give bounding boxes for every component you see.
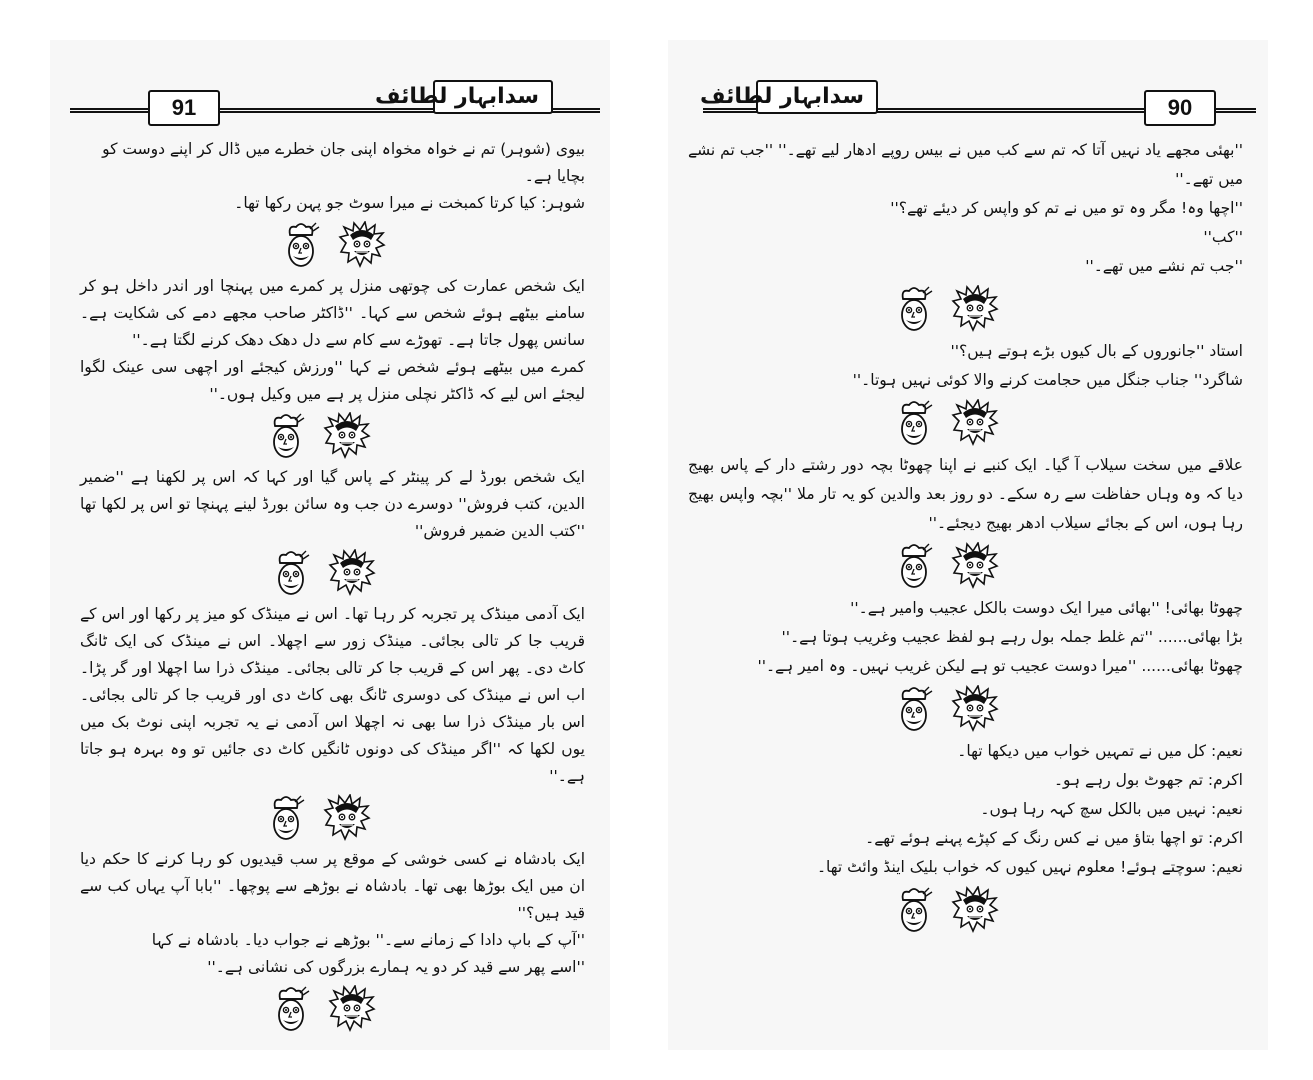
joke-separator: [688, 281, 1243, 337]
text-paragraph: چھوٹا بھائی! ''بھائی میرا ایک دوست بالکل عجیب وامیر ہے۔'': [850, 599, 1243, 617]
cartoon-faces-icon: [265, 794, 375, 844]
text-paragraph: ایک آدمی مینڈک پر تجربہ کر رہا تھا۔ اس نے مینڈک کو میز پر رکھا اور اس کے قریب جا کر تالی بجائی۔ مینڈک زور سے اچھلا۔ اس نے مینڈک کی ایک ٹانگ کاٹ دی۔ پھر اس کے قریب جا کر تالی بجائی۔ مینڈک ذرا سا اچھلا اور گر پڑا۔ اب اس نے مینڈک کی دوسری ٹانگ بھی کاٹ دی اور قریب جا کر تالی بجائی۔ اس بار مینڈک ذرا سا بھی نہ اچھلا اس آدمی نے یہ تجربہ اپنی نوٹ بک میں یوں لکھا کہ ''اگر مینڈک کی دونوں ٹانگیں کاٹ دی جائیں تو وہ بہرہ ہو جاتا ہے۔'': [80, 605, 585, 785]
text-paragraph: نعیم: کل میں نے تمہیں خواب میں دیکھا تھا۔: [957, 742, 1243, 760]
running-title: سدابہار لطائف: [433, 80, 553, 114]
text-paragraph: ''اچھا وہ! مگر وہ تو میں نے تم کو واپس کر دیئے تھے؟'': [890, 199, 1243, 217]
joke-separator: [80, 545, 585, 601]
text-paragraph: اکرم: تم جھوٹ بول رہے ہو۔: [1053, 771, 1243, 789]
text-paragraph: علاقے میں سخت سیلاب آ گیا۔ ایک کنبے نے اپنا چھوٹا بچہ دور رشتے دار کے پاس بھیج دیا کہ وہ وہاں حفاظت سے رہ سکے۔ دو روز بعد والدین کو یہ تار ملا ''بچہ واپس بھیج رہا ہوں، اس کے بجائے سیلاب ادھر بھیج دیجئے۔'': [688, 456, 1243, 532]
text-paragraph: ایک شخص عمارت کی چوتھی منزل پر کمرے میں پہنچا اور اندر داخل ہو کر سامنے بیٹھے ہوئے شخص سے کہا۔ ''ڈاکٹر صاحب مجھے دمے کی شکایت ہے۔ سانس پھول جاتا ہے۔ تھوڑے سے کام سے دل دھک دھک کرنے لگتا ہے۔'': [80, 277, 585, 349]
book-spine: [610, 40, 668, 1050]
cartoon-faces-icon: [893, 399, 1003, 449]
chef-face-icon: [893, 685, 935, 735]
chef-face-icon: [265, 412, 307, 462]
cartoon-faces-icon: [265, 412, 375, 462]
header-rule: [70, 108, 150, 113]
text-paragraph: بیوی (شوہر) تم نے خواہ مخواہ اپنی جان خطرے میں ڈال کر اپنے دوست کو بچایا ہے۔: [102, 140, 585, 185]
chef-face-icon: [280, 221, 322, 271]
spiky-face-icon: [323, 794, 371, 844]
text-paragraph: ''جب تم نشے میں تھے۔'': [1085, 257, 1243, 275]
joke-separator: [688, 395, 1243, 451]
spiky-face-icon: [338, 221, 386, 271]
chef-face-icon: [893, 285, 935, 335]
page-body: [688, 136, 1243, 938]
text-paragraph: اکرم: تو اچھا بتاؤ میں نے کس رنگ کے کپڑے پہنے ہوئے تھے۔: [865, 829, 1243, 847]
text-paragraph: ''کب'': [1203, 228, 1243, 246]
text-paragraph: ایک شخص بورڈ لے کر پینٹر کے پاس گیا اور کہا کہ اس پر لکھنا ہے ''ضمیر الدین، کتب فروش'' دوسرے دن جب وہ سائن بورڈ لینے پہنچا تو اس پر لکھا تھا ''کتب الدین ضمیر فروش'': [80, 468, 585, 540]
cartoon-faces-icon: [893, 685, 1003, 735]
page-header: [50, 68, 610, 126]
cartoon-faces-icon: [280, 221, 390, 271]
text-paragraph: ''آپ کے باپ دادا کے زمانے سے۔'' بوڑھے نے جواب دیا۔ بادشاہ نے کہا: [151, 931, 585, 949]
joke-separator: [80, 790, 585, 846]
page-header: [668, 68, 1268, 126]
chef-face-icon: [270, 549, 312, 599]
joke-separator: [688, 538, 1243, 594]
text-paragraph: ایک بادشاہ نے کسی خوشی کے موقع پر سب قیدیوں کو رہا کرنے کا حکم دیا ان میں ایک بوڑھا بھی تھا۔ بادشاہ نے بوڑھے سے پوچھا۔ ''بابا آپ یہاں کب سے قید ہیں؟'': [80, 850, 585, 922]
cartoon-faces-icon: [893, 285, 1003, 335]
chef-face-icon: [265, 794, 307, 844]
page-number: 90: [1144, 90, 1216, 126]
text-paragraph: شوہر: کیا کرتا کمبخت نے میرا سوٹ جو پہن رکھا تھا۔: [234, 194, 585, 212]
text-paragraph: بڑا بھائی...... ''تم غلط جملہ بول رہے ہو لفظ عجیب وغریب ہوتا ہے۔'': [781, 628, 1243, 646]
spiky-face-icon: [328, 985, 376, 1035]
running-title: سدابہار لطائف: [756, 80, 878, 114]
page-body: [80, 136, 585, 1037]
cartoon-faces-icon: [270, 549, 380, 599]
text-paragraph: کمرے میں بیٹھے ہوئے شخص نے کہا ''ورزش کیجئے اور اچھی سی عینک لگوا لیجئے اس لیے کہ ڈاکٹر نچلی منزل پر ہے میں وکیل ہوں۔'': [80, 358, 585, 403]
spiky-face-icon: [951, 285, 999, 335]
text-paragraph: چھوٹا بھائی...... ''میرا دوست عجیب تو ہے لیکن غریب نہیں۔ وہ امیر ہے۔'': [757, 657, 1243, 675]
spiky-face-icon: [951, 685, 999, 735]
text-paragraph: ''بھئی مجھے یاد نہیں آتا کہ تم سے کب میں نے بیس روپے ادھار لیے تھے۔'' ''جب تم نشے میں تھے۔'': [688, 141, 1243, 188]
joke-separator: [80, 217, 585, 273]
spiky-face-icon: [323, 412, 371, 462]
cartoon-faces-icon: [893, 542, 1003, 592]
cartoon-faces-icon: [893, 886, 1003, 936]
header-rule: [876, 108, 1146, 113]
chef-face-icon: [893, 542, 935, 592]
text-paragraph: استاد ''جانوروں کے بال کیوں بڑے ہوتے ہیں؟'': [950, 342, 1243, 360]
cartoon-faces-icon: [270, 985, 380, 1035]
spiky-face-icon: [951, 886, 999, 936]
joke-separator: [688, 882, 1243, 938]
page-91: [50, 40, 610, 1050]
text-paragraph: شاگرد'' جناب جنگل میں حجامت کرنے والا کوئی نہیں ہوتا۔'': [852, 371, 1243, 389]
header-rule: [545, 108, 600, 113]
text-paragraph: نعیم: سوچتے ہوئے! معلوم نہیں کیوں کہ خواب بلیک اینڈ وائٹ تھا۔: [816, 858, 1243, 876]
text-paragraph: نعیم: نہیں میں بالکل سچ کہہ رہا ہوں۔: [980, 800, 1243, 818]
header-rule: [1216, 108, 1256, 113]
chef-face-icon: [893, 399, 935, 449]
text-paragraph: ''اسے پھر سے قید کر دو یہ ہمارے بزرگوں کی نشانی ہے۔'': [207, 958, 585, 976]
spiky-face-icon: [328, 549, 376, 599]
joke-separator: [688, 681, 1243, 737]
joke-separator: [80, 981, 585, 1037]
chef-face-icon: [893, 886, 935, 936]
chef-face-icon: [270, 985, 312, 1035]
page-number: 91: [148, 90, 220, 126]
joke-separator: [80, 408, 585, 464]
page-90: [668, 40, 1268, 1050]
spiky-face-icon: [951, 542, 999, 592]
spiky-face-icon: [951, 399, 999, 449]
